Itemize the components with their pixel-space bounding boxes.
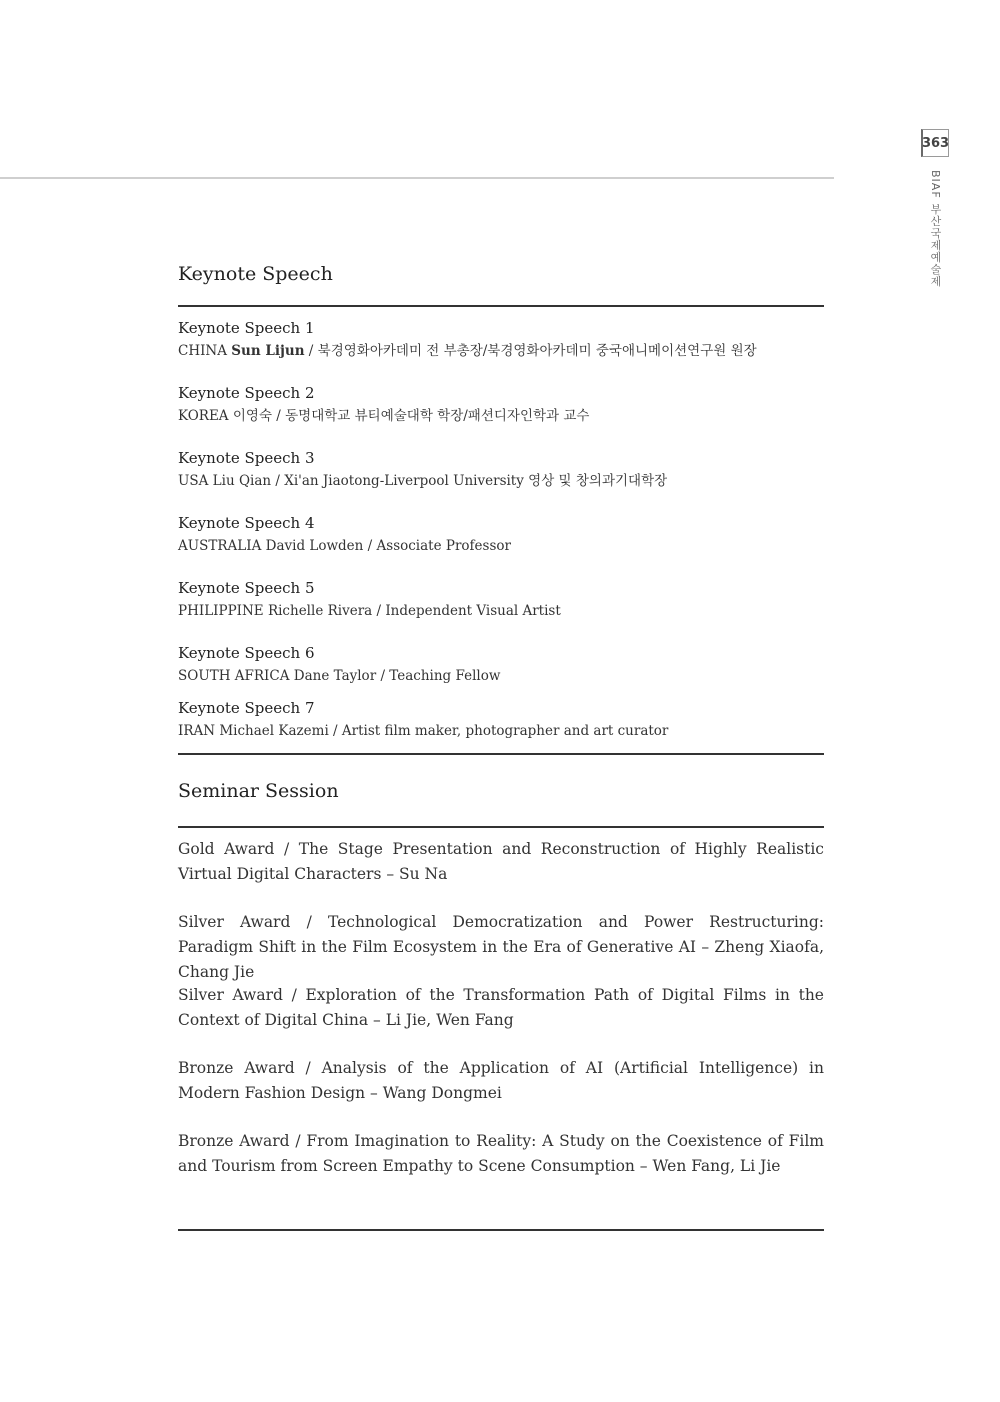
keynote-detail	[178, 407, 824, 425]
keynote-top-rule	[178, 305, 824, 307]
keynote-detail	[178, 667, 824, 685]
keynote-detail	[178, 472, 824, 490]
keynote-title: Keynote Speech 5	[178, 579, 315, 597]
keynote-role: Artist film maker, photographer and art curator	[341, 723, 669, 739]
keynote-country: KOREA	[178, 408, 229, 424]
side-running-title: BIAF 부산국제예술제	[929, 170, 942, 288]
keynote-country: USA	[178, 473, 209, 489]
seminar-item: Silver Award / Technological Democratization and Power Restructuring: Paradigm Shift in the Film Ecosystem in the Era of Generative AI – Zheng Xiaofa, Chang Jie	[178, 913, 824, 981]
keynote-country: IRAN	[178, 723, 216, 739]
keynote-title: Keynote Speech 7	[178, 699, 315, 717]
keynote-country: AUSTRALIA	[178, 538, 262, 554]
seminar-top-rule	[178, 826, 824, 828]
keynote-title: Keynote Speech 4	[178, 514, 315, 532]
keynote-item	[178, 448, 824, 490]
separator: /	[328, 723, 342, 739]
keynote-role: Xi'an Jiaotong-Liverpool University 영상 및 창의과기대학장	[284, 473, 668, 489]
seminar-heading: Seminar Session	[178, 780, 339, 802]
keynote-title: Keynote Speech 3	[178, 449, 315, 467]
separator: /	[304, 343, 318, 359]
keynote-title: Keynote Speech 2	[178, 384, 315, 402]
keynote-role: Associate Professor	[376, 538, 511, 554]
keynote-speaker: Liu Qian	[212, 473, 272, 489]
keynote-speaker: David Lowden	[265, 538, 364, 554]
keynote-item	[178, 318, 824, 360]
seminar-item: Gold Award / The Stage Presentation and Reconstruction of Highly Realistic Virtual Digital Characters – Su Na	[178, 840, 824, 883]
separator: /	[376, 668, 390, 684]
separator: /	[372, 603, 386, 619]
keynote-item	[178, 383, 824, 425]
seminar-item: Bronze Award / From Imagination to Reality: A Study on the Coexistence of Film and Tourism from Screen Empathy to Scene Consumption – Wen Fang, Li Jie	[178, 1132, 824, 1175]
separator: /	[363, 538, 377, 554]
keynote-item	[178, 698, 824, 740]
keynote-title: Keynote Speech 6	[178, 644, 315, 662]
keynote-detail	[178, 537, 824, 555]
seminar-item: Silver Award / Exploration of the Transformation Path of Digital Films in the Context of Digital China – Li Jie, Wen Fang	[178, 986, 824, 1029]
keynote-bottom-rule	[178, 753, 824, 755]
keynote-speaker: Sun Lijun	[231, 343, 305, 359]
keynote-heading: Keynote Speech	[178, 263, 333, 285]
keynote-item	[178, 643, 824, 685]
seminar-item: Bronze Award / Analysis of the Application of AI (Artificial Intelligence) in Modern Fashion Design – Wang Dongmei	[178, 1059, 824, 1102]
keynote-country: CHINA	[178, 343, 227, 359]
keynote-speaker: 이영숙	[232, 408, 272, 424]
keynote-country: PHILIPPINE	[178, 603, 264, 619]
seminar-bottom-rule	[178, 1229, 824, 1231]
keynote-role: 동명대학교 뷰티예술대학 학장/패션디자인학과 교수	[285, 408, 590, 424]
keynote-item	[178, 513, 824, 555]
keynote-speaker: Dane Taylor	[293, 668, 377, 684]
keynote-detail	[178, 602, 824, 620]
header-rule	[0, 177, 834, 179]
keynote-detail	[178, 342, 824, 360]
keynote-title: Keynote Speech 1	[178, 319, 315, 337]
keynote-role: Independent Visual Artist	[385, 603, 561, 619]
keynote-role: Teaching Fellow	[389, 668, 501, 684]
page-number: 363	[921, 129, 949, 157]
keynote-speaker: Richelle Rivera	[267, 603, 373, 619]
separator: /	[271, 473, 285, 489]
keynote-country: SOUTH AFRICA	[178, 668, 290, 684]
keynote-detail	[178, 722, 824, 740]
keynote-item	[178, 578, 824, 620]
keynote-role: 북경영화아카데미 전 부총장/북경영화아카데미 중국애니메이션연구원 원장	[317, 343, 757, 359]
separator: /	[271, 408, 286, 424]
keynote-speaker: Michael Kazemi	[219, 723, 329, 739]
